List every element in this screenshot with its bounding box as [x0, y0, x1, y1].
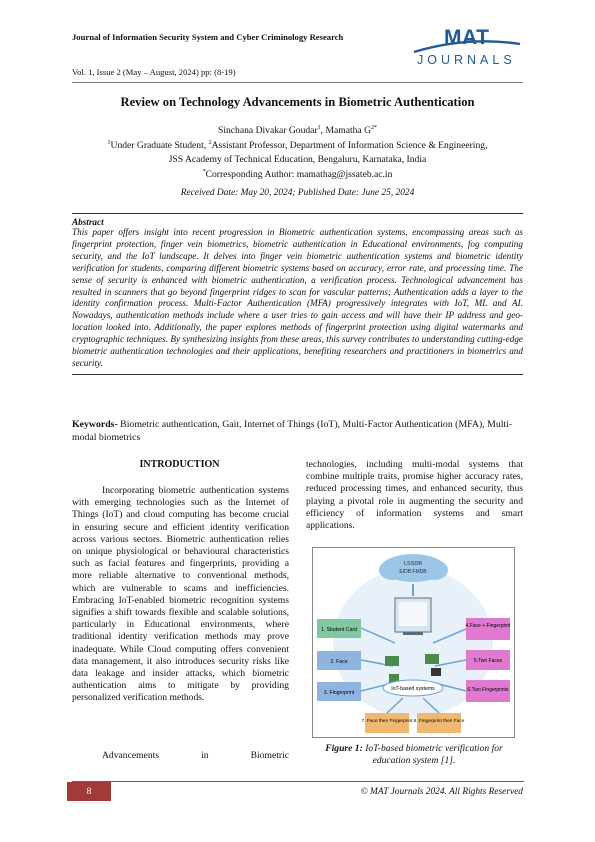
figure-label: Figure 1:: [325, 743, 363, 754]
cloud-label-2: EIDB FMDB: [399, 569, 427, 575]
logo-journals-text: JOURNALS: [417, 53, 516, 67]
volume-info: Vol. 1, Issue 2 (May – August, 2024) pp: (8-19): [72, 67, 236, 77]
right-label-2: 5.Two Faces: [473, 658, 503, 664]
figure-diagram: [313, 548, 514, 737]
keywords-label: Keywords-: [72, 419, 118, 430]
abstract-text: This paper offers insight into recent progression in Biometric authentication systems, encompassing areas such as fingerprint protection, finger vein biometrics, biometric authentication in Educational environments, fog computing security, and the IoT landscape. It delves into finger vein biometric authentication systems and biometric identity verification for students, comparing different biometric systems based on accuracy, error rate, and processing time. The sense of security is enhanced with biometric authentication, a verification process. Technological advancement has resulted in scanners that go beyond fingerprint ridges to scan for vascular patterns; Authentication adds a layer to the identity confirmation process. Multi-Factor Authentication (MFA) progressively integrates with IoT, ML and AI. Nowadays, authentication methods include where a user tries to gain access and will have their IP address and geo-location looked into. Additionally, the paper explores methods of fingerprint protection using digital watermarks and cryptographic techniques. By synthesizing insights from these areas, this survey contributes to understanding cutting-edge biometric authentication technologies and their applications, benefiting researchers and practitioners in biometrics and security.: [72, 227, 523, 368]
journal-name: Journal of Information Security System and Cyber Criminology Research: [72, 32, 344, 42]
left-label-2: 2. Face: [330, 659, 348, 665]
keywords-text: Biometric authentication, Gait, Internet of Things (IoT), Multi-Factor Authentication (MFA), Multi-modal biometrics: [72, 419, 513, 443]
monitor-screen: [399, 602, 427, 626]
figure-caption: [306, 743, 522, 767]
paper-title: Review on Technology Advancements in Biometric Authentication: [120, 95, 475, 109]
iot-label: IoT-based systems: [391, 686, 435, 692]
intro-left-text: Incorporating biometric authentication systems with emerging technologies such as the Internet of Things (IoT) and cloud computing has become crucial in ensuring secure and efficient identity verification across various sectors. Biometric authentication relies on unique physiological or behavioural characteristics such as facial features and fingerprints, providing a more reliable alternative to conventional methods, which are vulnerable to scams and inefficiencies. Embracing IoT-enabled biometric recognition systems signifies a shift towards flexible and scalable solutions, particularly in Educational environments, where traditional identity verification methods may prove inadequate. While Cloud computing offers convenient data management, it also introduces security risks like data leakage and insider attacks, which biometric authentication aims to mitigate by providing personalized verification methods.: [72, 485, 289, 704]
right-label-3: 6.Two Fingerprints: [467, 687, 509, 693]
keywords: [72, 419, 523, 444]
figure-caption-text: IoT-based biometric verification for education system [1].: [362, 743, 503, 766]
cloud-icon: [379, 554, 448, 582]
figure-1: [312, 547, 515, 738]
left-label-3: 3. Fingerprint: [323, 690, 355, 696]
intro-right-text: technologies, including multi-modal systems that combine multiple traits, promise higher accuracy rates, reduced processing times, and enhanced security, thus playing a pivotal role in augmenting the security and efficiency of information systems and smart applications.: [306, 459, 523, 532]
received-dates: Received Date: May 20, 2024; Published Date: June 25, 2024: [180, 188, 415, 198]
copyright: © MAT Journals 2024. All Rights Reserved: [360, 787, 523, 797]
abstract-heading: Abstract: [72, 217, 104, 227]
bottom-label-1: 7. Face then Fingerprint: [361, 719, 413, 724]
page-number: 8: [67, 782, 111, 801]
mat-journals-logo: [412, 26, 522, 70]
authors: Sinchana Divakar Goudar$^1$, Mamatha $G^{2*}$: [218, 125, 377, 137]
right-box-1: [466, 618, 510, 640]
footer-divider: [72, 781, 524, 782]
monitor-stand: [403, 632, 423, 635]
abstract-section: [72, 213, 523, 375]
introduction-heading: INTRODUCTION: [139, 459, 220, 470]
right-label-1: 4.Face + Fingerprint: [465, 623, 511, 629]
left-label-1: 1. Student Card: [320, 627, 358, 633]
cloud-label-1: LSSDB: [403, 561, 423, 567]
logo-mat-text: MAT: [444, 26, 490, 49]
bottom-label-2: 8. Fingerprint then Face: [413, 719, 465, 724]
header-divider: [72, 82, 523, 83]
affiliation: $^1$Under Graduate Student, $^2$Assistant Professor, Department of Information Science & Engineering, JSS Academy of Technical Education, Bengaluru, Karnataka, India *Corresponding Author: mamathag@jssateb.ac.in: [107, 140, 488, 181]
intro-left-last-line: Advancements in Biometric: [102, 750, 289, 761]
